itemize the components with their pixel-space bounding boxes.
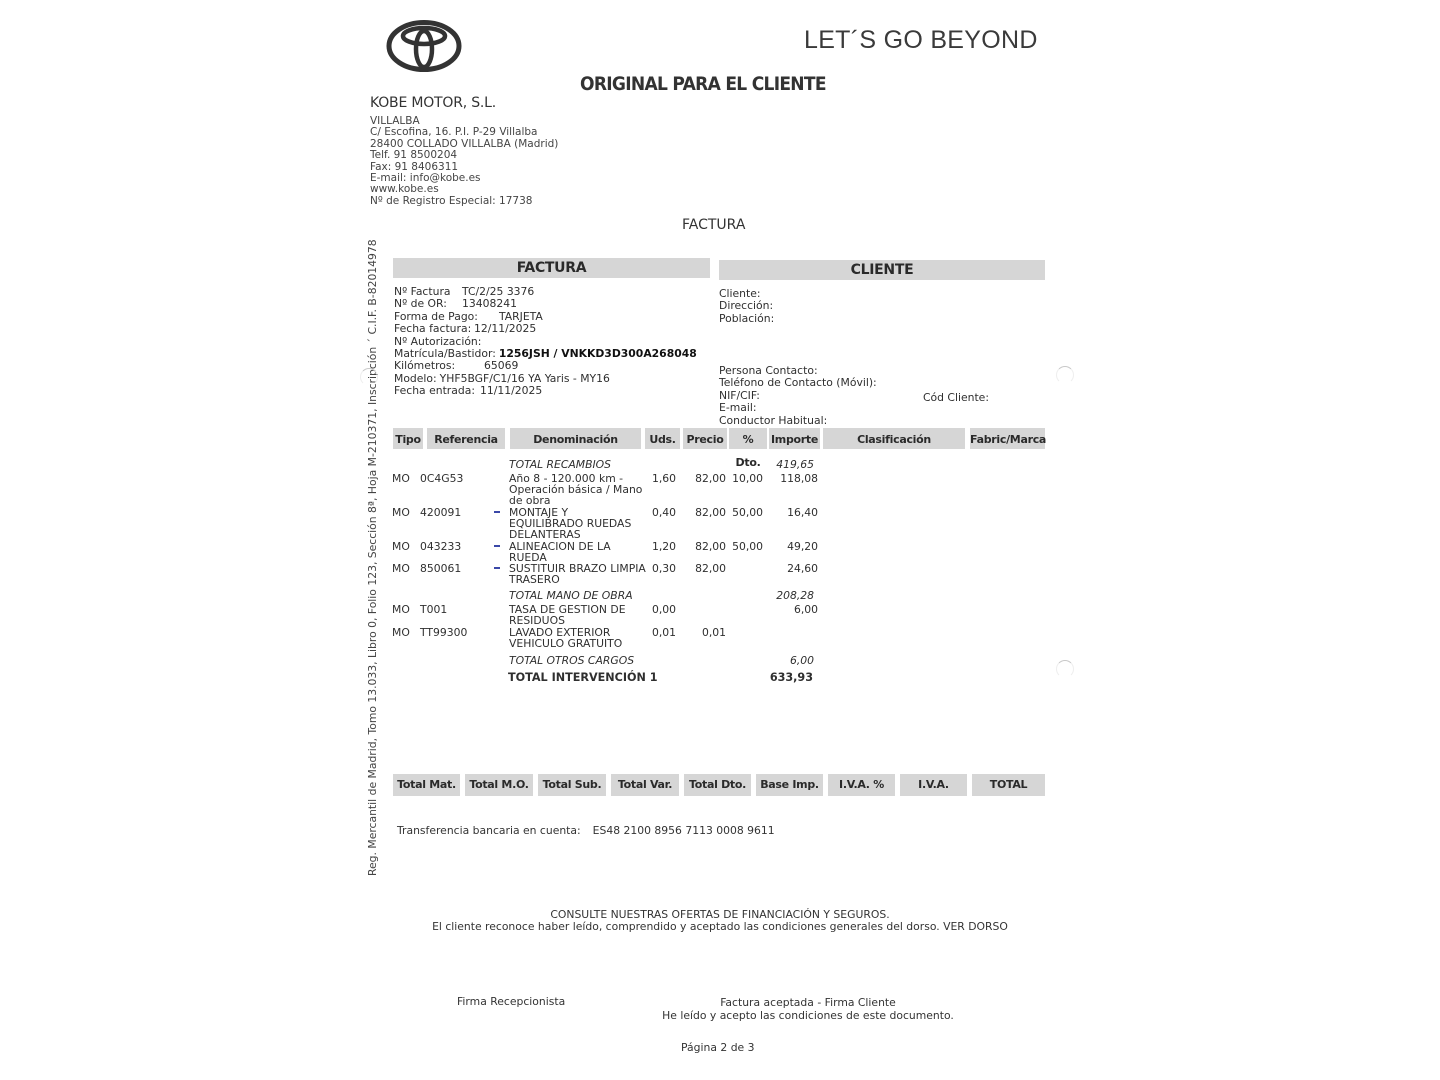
cliente-info-bottom xyxy=(719,365,877,427)
factura-info xyxy=(394,286,697,398)
line-uds: 0,40 xyxy=(651,506,676,519)
pen-mark xyxy=(494,511,500,513)
line-importe: 6,00 xyxy=(793,603,818,616)
bank-iban: ES48 2100 8956 7113 0008 9611 xyxy=(592,824,775,837)
line-uds: 0,01 xyxy=(651,626,676,639)
conditions-notice: El cliente reconoce haber leído, comprendido y aceptado las condiciones generales del dorso. VER DORSO xyxy=(432,920,1008,933)
totals-header-total-dto: Total Dto. xyxy=(684,774,751,796)
factura-field-label: Nº Factura xyxy=(394,285,451,298)
line-uds: 1,60 xyxy=(651,472,676,485)
company-name: KOBE MOTOR, S.L. xyxy=(370,95,497,111)
bank-label: Transferencia bancaria en cuenta: xyxy=(397,824,581,837)
line-uds: 1,20 xyxy=(651,540,676,553)
line-precio: 82,00 xyxy=(695,562,726,575)
line-uds: 0,30 xyxy=(651,562,676,575)
factura-field-value: 11/11/2025 xyxy=(480,384,543,398)
totals-header-base-imp: Base Imp. xyxy=(756,774,823,796)
total-intervention-amount: 633,93 xyxy=(769,671,813,684)
line-denominacion xyxy=(509,473,642,507)
factura-field xyxy=(394,360,697,372)
factura-field-value: 65069 xyxy=(484,359,519,373)
line-referencia: TT99300 xyxy=(420,626,468,639)
factura-field-label: Matrícula/Bastidor: xyxy=(394,347,496,361)
pen-mark xyxy=(494,545,500,547)
signature-client xyxy=(660,996,956,1022)
line-denominacion-text: EQUILIBRADO RUEDAS xyxy=(509,517,632,531)
line-referencia: 420091 xyxy=(420,506,462,519)
subtotal-amount: 419,65 xyxy=(776,458,814,471)
subtotal-label: TOTAL OTROS CARGOS xyxy=(509,654,635,667)
line-tipo: MO xyxy=(392,506,410,519)
financing-offer: CONSULTE NUESTRAS OFERTAS DE FINANCIACIÓN Y SEGUROS. xyxy=(550,908,890,921)
factura-field-label: Forma de Pago: xyxy=(394,309,478,323)
cliente-info-top xyxy=(719,288,774,325)
company-phone: Telf. 91 8500204 xyxy=(370,149,458,162)
line-denominacion-text: DELANTERAS xyxy=(509,528,581,542)
company-fax: Fax: 91 8406311 xyxy=(370,160,459,173)
col-header-uds: Uds. xyxy=(645,428,680,449)
line-denominacion-text: MONTAJE Y xyxy=(509,506,569,519)
line-tipo: MO xyxy=(392,626,410,639)
company-email: E-mail: info@kobe.es xyxy=(370,172,481,185)
company-branch: VILLALBA xyxy=(370,115,420,127)
line-tipo: MO xyxy=(392,603,410,616)
line-denominacion-text: de obra xyxy=(509,494,551,508)
factura-field xyxy=(394,323,697,335)
line-referencia: 0C4G53 xyxy=(420,472,464,485)
side-registry-text: Reg. Mercantil de Madrid, Tomo 13.033, Libro 0, Folio 123, Sección 8ª, Hoja M-210371, Inscripción ´ C.I.F. B-82014978 xyxy=(366,239,379,876)
line-denominacion-text: LAVADO EXTERIOR xyxy=(509,626,611,639)
factura-field-value: 13408241 xyxy=(462,297,517,311)
brand-slogan: LET´S GO BEYOND xyxy=(804,26,1038,54)
cliente-field-label: Conductor Habitual: xyxy=(719,413,828,427)
company-city: 28400 COLLADO VILLALBA (Madrid) xyxy=(370,137,559,150)
punch-hole-mark xyxy=(1056,660,1074,678)
line-denominacion-text: RUEDA xyxy=(509,551,547,565)
totals-header-iva-pct: I.V.A. % xyxy=(828,774,895,796)
company-street: C/ Escofina, 16. P.I. P-29 Villalba xyxy=(370,126,538,139)
col-header-referencia: Referencia xyxy=(427,428,505,449)
line-denominacion-text: RESIDUOS xyxy=(509,614,565,628)
col-header-tipo: Tipo xyxy=(393,428,423,449)
line-denominacion xyxy=(509,507,631,541)
line-denominacion-text: TASA DE GESTION DE xyxy=(509,603,626,616)
col-header-dto: % Dto. xyxy=(729,428,767,449)
line-tipo: MO xyxy=(392,540,410,553)
cliente-field-label: Persona Contacto: xyxy=(719,364,818,377)
line-importe: 24,60 xyxy=(787,562,818,575)
line-denominacion xyxy=(509,627,622,649)
line-precio: 82,00 xyxy=(695,472,726,485)
company-registry: Nº de Registro Especial: 17738 xyxy=(370,194,533,207)
cliente-section-header: CLIENTE xyxy=(719,260,1045,280)
cod-cliente-label: Cód Cliente: xyxy=(923,391,989,404)
page-number: Página 2 de 3 xyxy=(681,1041,755,1054)
line-uds: 0,00 xyxy=(651,603,676,616)
line-denominacion-text: ALINEACION DE LA xyxy=(509,540,611,553)
line-precio: 0,01 xyxy=(701,626,726,639)
factura-field-value: 12/11/2025 xyxy=(474,322,537,336)
factura-field-label: Modelo: xyxy=(394,371,437,385)
factura-field-value: TARJETA xyxy=(499,309,543,323)
cliente-field-label: Población: xyxy=(719,311,775,325)
subtotal-label: TOTAL MANO DE OBRA xyxy=(509,589,633,602)
totals-header-total-mat: Total Mat. xyxy=(393,774,460,796)
col-header-denominacion: Denominación xyxy=(510,428,641,449)
line-referencia: 043233 xyxy=(420,540,462,553)
line-precio: 82,00 xyxy=(695,540,726,553)
line-denominacion-text: Año 8 - 120.000 km - xyxy=(509,472,624,485)
totals-header-total: TOTAL xyxy=(972,774,1045,796)
factura-field-label: Nº Autorización: xyxy=(394,334,482,348)
factura-field-value: 1256JSH / VNKKD3D300A268048 xyxy=(498,347,697,361)
line-tipo: MO xyxy=(392,472,410,485)
line-denominacion xyxy=(509,604,626,626)
subtotal-label: TOTAL RECAMBIOS xyxy=(509,458,612,471)
factura-field xyxy=(394,298,697,310)
bank-transfer xyxy=(397,824,775,837)
col-header-importe: Importe xyxy=(769,428,820,449)
totals-header-iva: I.V.A. xyxy=(900,774,967,796)
factura-field-value: YHF5BGF/C1/16 YA Yaris - MY16 xyxy=(439,371,610,385)
factura-field xyxy=(394,385,697,397)
factura-field-label: Fecha factura: xyxy=(394,322,472,336)
signature-client-note: He leído y acepto las condiciones de este documento. xyxy=(662,1009,954,1022)
cliente-field-label: E-mail: xyxy=(719,401,757,415)
col-header-clasificacion: Clasificación xyxy=(823,428,965,449)
signature-receptionist: Firma Recepcionista xyxy=(457,995,566,1008)
document-title: FACTURA xyxy=(682,217,746,233)
factura-field-value: TC/2/25 3376 xyxy=(462,285,535,298)
pen-mark xyxy=(494,567,500,569)
line-denominacion xyxy=(509,563,646,585)
line-denominacion-text: TRASERO xyxy=(509,573,560,587)
copy-label: ORIGINAL PARA EL CLIENTE xyxy=(580,73,826,95)
line-precio: 82,00 xyxy=(695,506,726,519)
line-dto: 50,00 xyxy=(732,540,763,553)
factura-section-header: FACTURA xyxy=(393,258,710,278)
factura-field-label: Nº de OR: xyxy=(394,297,447,311)
line-importe: 49,20 xyxy=(787,540,818,553)
line-tipo: MO xyxy=(392,562,410,575)
total-intervention-label: TOTAL INTERVENCIÓN 1 xyxy=(508,671,658,684)
cliente-field-label: Cliente: xyxy=(719,287,761,300)
line-denominacion-text: VEHICULO GRATUITO xyxy=(509,637,623,651)
line-importe: 16,40 xyxy=(787,506,818,519)
company-website: www.kobe.es xyxy=(370,183,439,196)
signature-client-title: Factura aceptada - Firma Cliente xyxy=(720,996,896,1009)
factura-field-label: Fecha entrada: xyxy=(394,384,475,398)
toyota-logo-icon xyxy=(386,20,462,72)
line-dto: 10,00 xyxy=(732,472,763,485)
cliente-field-label: NIF/CIF: xyxy=(719,388,760,402)
subtotal-amount: 208,28 xyxy=(776,589,814,602)
col-header-fabric-marca: Fabric/Marca xyxy=(970,428,1045,449)
line-referencia: 850061 xyxy=(420,562,462,575)
factura-field-label: Kilómetros: xyxy=(394,359,456,373)
subtotal-amount: 6,00 xyxy=(789,654,814,667)
cliente-field-label: Teléfono de Contacto (Móvil): xyxy=(719,376,877,390)
totals-header-total-var: Total Var. xyxy=(611,774,679,796)
line-denominacion-text: SUSTITUIR BRAZO LIMPIA xyxy=(509,562,646,575)
line-denominacion xyxy=(509,541,611,563)
cliente-field-label: Dirección: xyxy=(719,299,774,313)
totals-header-total-sub: Total Sub. xyxy=(538,774,606,796)
punch-hole-mark xyxy=(360,368,378,386)
line-referencia: T001 xyxy=(420,603,448,616)
company-address-block xyxy=(370,116,558,207)
line-dto: 50,00 xyxy=(732,506,763,519)
line-importe: 118,08 xyxy=(780,472,818,485)
line-denominacion-text: Operación básica / Mano xyxy=(509,483,643,497)
totals-header-total-mo: Total M.O. xyxy=(465,774,533,796)
punch-hole-mark xyxy=(1056,366,1074,384)
col-header-precio: Precio xyxy=(683,428,727,449)
